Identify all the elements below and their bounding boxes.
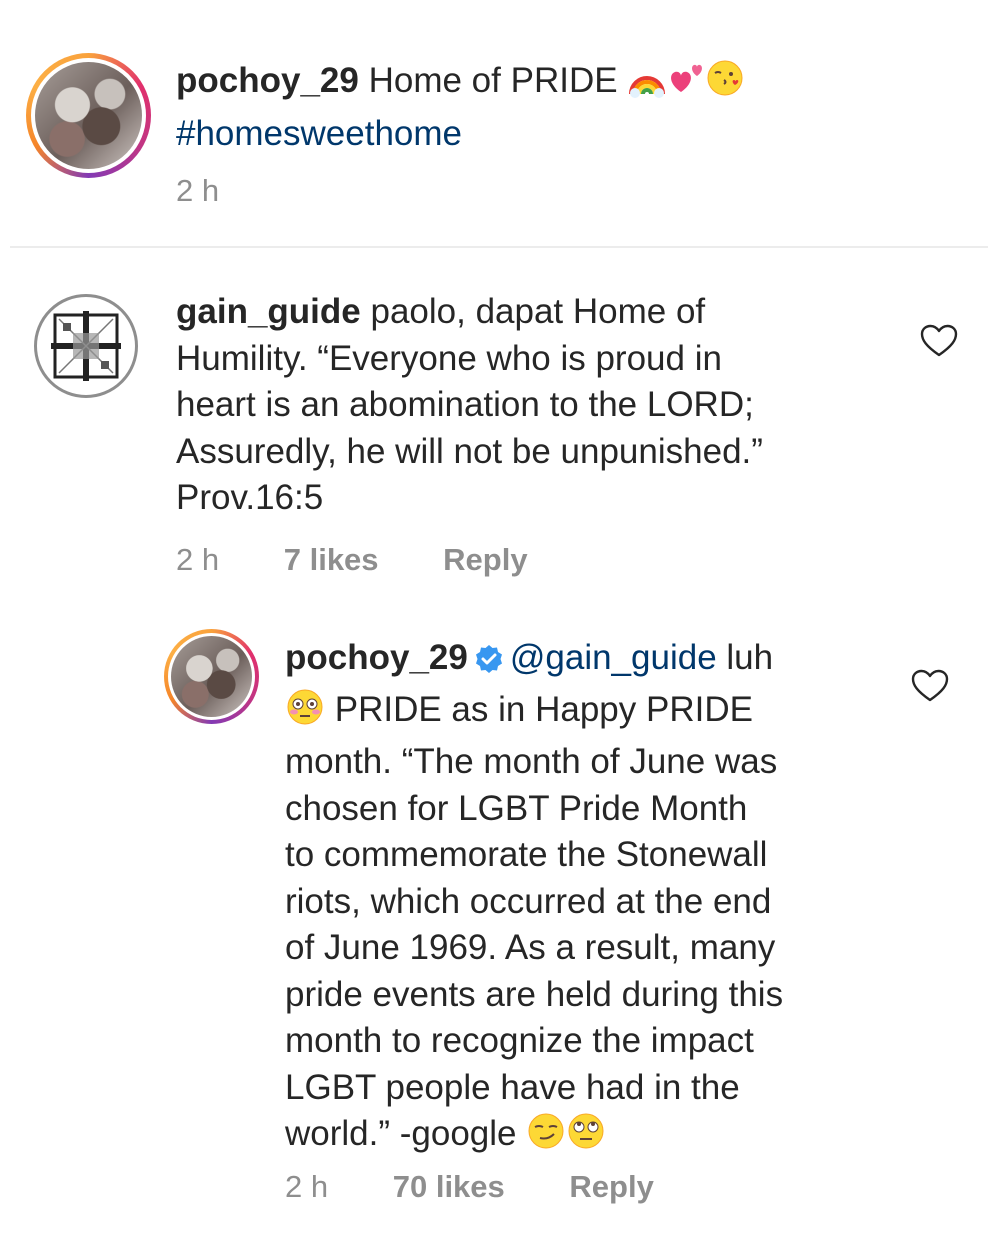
caption-hashtag[interactable]: #homesweethome — [176, 113, 462, 153]
comment-line: Prov.16:5 — [176, 478, 324, 517]
reply-line: luh — [726, 638, 774, 677]
caption-meta — [176, 173, 219, 209]
caption-avatar[interactable] — [26, 53, 151, 178]
comment-time: 2 h — [176, 542, 220, 577]
caption-time: 2 h — [176, 173, 220, 208]
rainbow-emoji — [627, 62, 667, 111]
caption-username[interactable]: pochoy_29 — [176, 61, 359, 100]
reply-line: PRIDE as in Happy PRIDE — [334, 689, 753, 729]
reply-line: world.” -google — [285, 1114, 517, 1153]
profile-photo — [171, 636, 252, 717]
like-heart-icon[interactable] — [920, 324, 958, 358]
rolling-eyes-emoji — [566, 1111, 606, 1164]
reply-line: of June 1969. As a result, many — [285, 928, 776, 967]
reply-line: month. “The month of June was — [285, 742, 778, 781]
smirking-face-emoji — [526, 1111, 566, 1164]
reply-line: month to recognize the impact — [285, 1021, 754, 1060]
verified-badge-icon — [474, 640, 504, 687]
gain-guide-avatar[interactable] — [34, 294, 138, 398]
profile-photo — [35, 62, 142, 169]
cross-logo-icon — [43, 303, 129, 389]
comment-line: heart is an abomination to the LORD; — [176, 385, 754, 424]
comment-line: Humility. “Everyone who is proud in — [176, 338, 722, 378]
flushed-face-emoji — [285, 687, 325, 740]
post-caption — [0, 0, 1000, 246]
reply-likes[interactable]: 70 likes — [392, 1169, 505, 1204]
comment-line: Assuredly, he will not be unpunished.” — [176, 431, 763, 471]
reply-button[interactable]: Reply — [569, 1169, 654, 1204]
caption-divider — [10, 246, 988, 248]
reply-mention[interactable]: @gain_guide — [509, 638, 717, 677]
reply-meta — [285, 1169, 654, 1205]
like-heart-icon[interactable] — [911, 669, 949, 703]
reply-line: LGBT people have had in the — [285, 1067, 740, 1107]
reply-line: to commemorate the Stonewall — [285, 835, 768, 874]
kissing-face-emoji — [705, 58, 745, 111]
reply-line: pride events are held during this — [285, 974, 784, 1014]
reply-line: riots, which occurred at the end — [285, 881, 772, 921]
reply-text — [285, 635, 915, 1164]
caption-body: Home of PRIDE — [368, 61, 618, 100]
reply-line: chosen for LGBT Pride Month — [285, 788, 748, 828]
reply-username[interactable]: pochoy_29 — [285, 638, 468, 677]
reply-time: 2 h — [285, 1169, 329, 1204]
comment-text — [176, 289, 916, 522]
comment-likes[interactable]: 7 likes — [283, 542, 379, 577]
comment-meta — [176, 542, 528, 578]
reply-button[interactable]: Reply — [443, 542, 528, 577]
comment-username[interactable]: gain_guide — [176, 292, 361, 331]
comment-line: paolo, dapat Home of — [370, 292, 706, 331]
reply-avatar[interactable] — [164, 629, 259, 724]
two-hearts-emoji — [667, 62, 705, 111]
caption-text — [176, 58, 976, 157]
